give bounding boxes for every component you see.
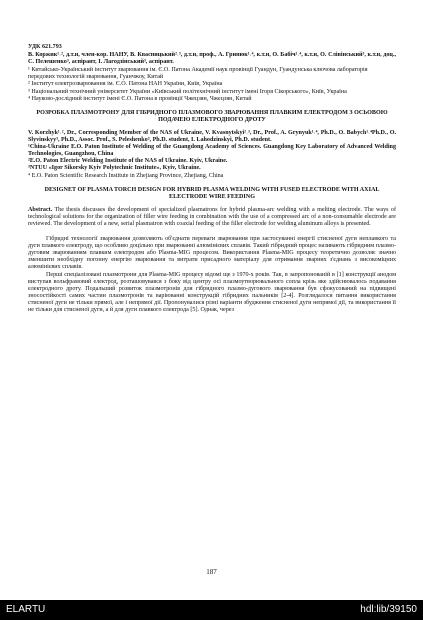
affiliation-ua-2: ² Інститут електрозварювання ім. Є.О. Патона НАН України, Київ, Україна xyxy=(28,81,223,88)
title-ukrainian: РОЗРОБКА ПЛАЗМОТРОНУ ДЛЯ ГІБРИДНОГО ПЛАЗМОВОГО ЗВАРЮВАННЯ ПЛАВКИМ ЕЛЕКТРОДОМ З ОСЬОВОЮ ПОДАЧЕЮ ЕЛЕКТРОДНОГО ДРОТУ xyxy=(36,109,388,123)
handle-identifier: hdl:lib/39150 xyxy=(360,604,417,615)
abstract-label: Abstract. xyxy=(28,206,53,213)
page-number: 187 xyxy=(206,568,217,576)
abstract xyxy=(28,207,396,228)
affiliations-english xyxy=(28,144,396,179)
title-english: DESIGNET OF PLASMA TORCH DESIGN FOR HYBRID PLASMA WELDING WITH FUSED ELECTRODE WITH AXIAL ELECTRODE WIRE FEEDING xyxy=(44,186,380,200)
paragraph-1: Гібридні технології зварювання дозволяють об'єднати переваги зварювання при застосуванні енергії стисненої дуги неплавкого та дуги плавкого електроду, що особливо доцільно при зварюванні алюмінієвих сплавів. Такий гібридний процес називають гібридним плазмо-дуговим зварюванням плавким електродом або Plasma-MIG процесом. Використання Plasma-MIG процесу теоретично дозволяє значно зменшити необхідну погонну енергію зварювання та витрати присадного матеріалу для отримання зварних з'єднань з високоміцних алюмінієвих сплавів. xyxy=(28,236,396,271)
repository-name: ELARTU xyxy=(6,604,46,615)
affiliation-ua-3: ³ Національний технічний університет України «Київський політехнічний інститут імені Ігоря Сікорського», Київ, Україна xyxy=(28,88,347,95)
affiliations-ukrainian xyxy=(28,67,396,102)
authors-ukrainian: В. Коржик¹˒², д.т.н, член-кор. НАНУ, В. Квасницький²˒³, д.т.н, проф., А. Гринюк¹˒⁴, к.т.н, О. Бабіч¹˒⁴, к.т.н, О. Слівінський³, к.т.н, доц., С. Пелешенко³, аспірант, І. Лагодзінський³, аспірант. xyxy=(28,52,396,66)
abstract-text: The thesis discusses the development of specialized plasmatrons for hybrid plasma-arc welding with a melting electrode. The ways of technological solutions for the organization of filler wire feeding in combination with the use of a compressed arc of a non-consumable electrode are reviewed. The development of a new, serial plasmatron with coaxial feeding of the filler electrode for welding aluminum alloys is presented. xyxy=(28,206,396,227)
affiliation-en-3: ³NTUU «Igor Sikorsky Kyiv Polytechnic Institute», Kyiv, Ukraine. xyxy=(28,165,201,172)
affiliation-en-2: ²E.O. Paton Electric Welding Institute of the NAS of Ukraine. Kyiv, Ukraine. xyxy=(28,158,228,165)
affiliation-en-1: ¹China-Ukraine E.O. Paton Institute of Welding of the Guangdong Academy of Sciences. Guangdong Key Laboratory of Advanced Welding Technologies, Guangzhou, China xyxy=(28,144,396,158)
affiliation-ua-4: ⁴ Науково-дослідний інститут імені Є.О. Патона в провінції Чжецзян, Чжецзян, Китай xyxy=(28,95,252,102)
affiliation-en-4: ⁴ E.O. Paton Scientific Research Institute in Zhejiang Province, Zhejiang, China xyxy=(28,172,224,179)
paragraph-2: Перші спеціалізовані плазмотрони для Plasma-MIG процесу відомі ще з 1970-х років. Так, в запропонованій в [1] конструкції анодом виступав вольфрамовий електрод, розташовувався з боку від центру осі плазмоутворювального сопла крізь яке здійснювалось подавання електродного дроту. Подальший розвиток плазмотронів для гібридного плазмо-дугового зварювання був сфокусований на підвищені зносостійкості самих частин плазмотронів та варіюванні конструкцій гібридних пальників [2-4]. Розглядалося питання використання стисненої дуги не тільки прямої, але і непрямої дії. Пропонувалися різні варіанти збудження стисненої дуги непрямої дії, та використання її не тільки для стисненої дуги, а й для дуги плавкого електрода [5]. Однак, через xyxy=(28,271,396,313)
udk-code: УДК 621.793 xyxy=(28,44,62,50)
repository-footer xyxy=(0,600,423,620)
authors-english: V. Korzhyk¹˒², Dr., Corresponding Member of the NAS of Ukraine, V. Kvasnytskyi²˒³, Dr., Prof., A. Grynyuk¹˒⁴, Ph.D., O. Babych¹˒⁴Ph.D., O. Slyvinskyy³, Ph.D., Assoc. Prof., S. Peleshenko³, Ph.D. student, I. Lahodzinskyi, Ph.D. student. xyxy=(28,129,396,144)
paper-content xyxy=(28,44,396,314)
body-text xyxy=(28,236,396,314)
affiliation-ua-1: ¹ Китайсько-Український інститут зварювання ім. Є.О. Патона Академії наук провінції Гуандун, Гуандунська ключова лабораторія передових технологій зварювання, Гуанчжоу, Китай xyxy=(28,67,368,81)
